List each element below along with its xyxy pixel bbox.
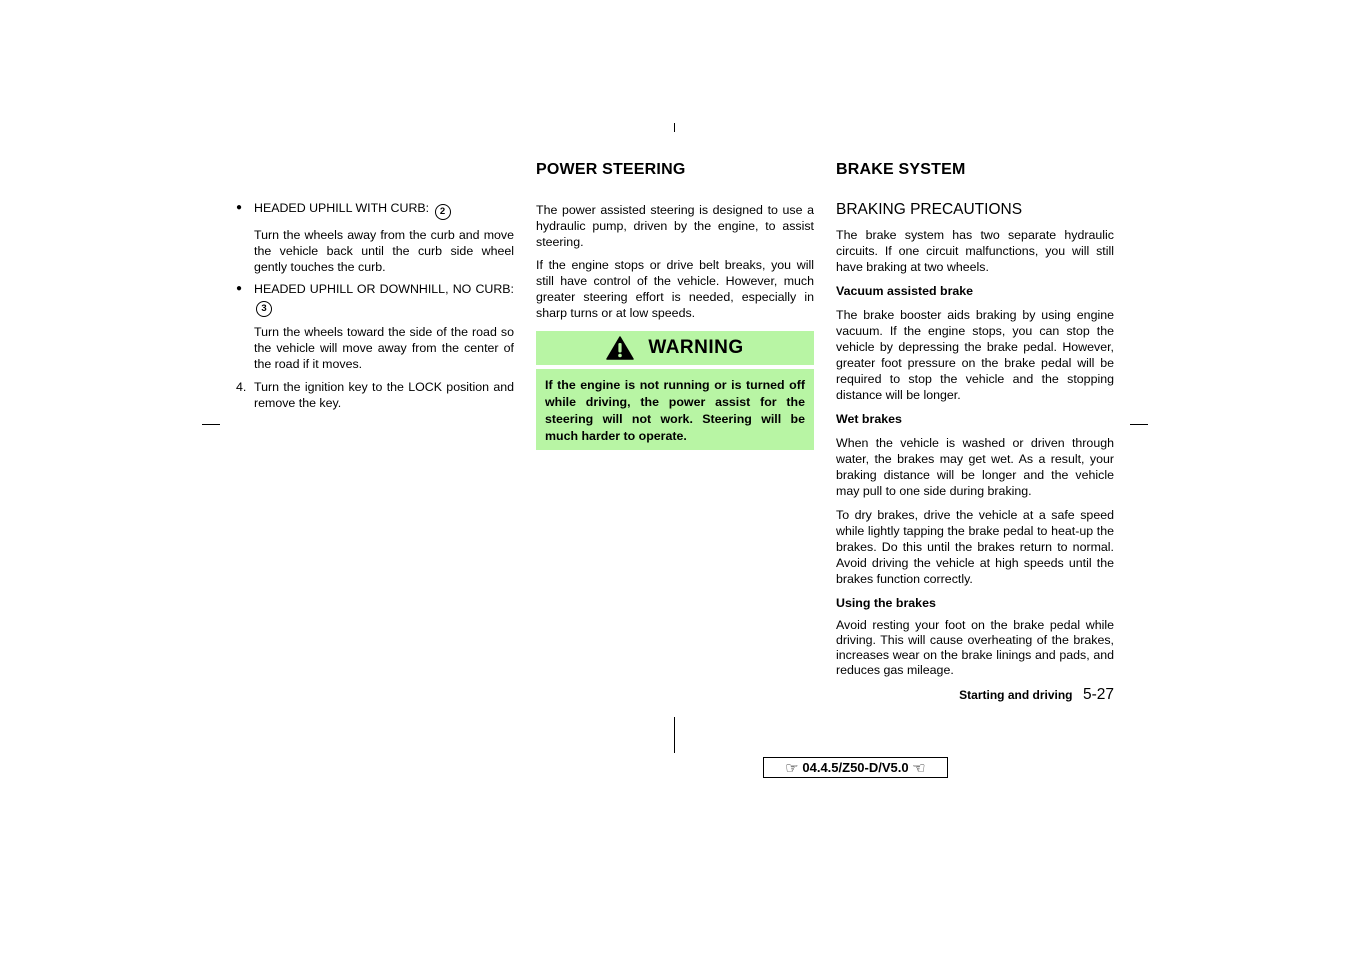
warning-header — [536, 331, 814, 365]
bullet-uphill-with-curb — [236, 200, 514, 220]
callout-number: 2 — [435, 204, 451, 220]
pointing-hand-left-icon: ☜ — [912, 760, 926, 777]
step-number: 4. — [236, 380, 247, 394]
bullet-no-curb — [236, 281, 514, 317]
page-number: 5-27 — [1082, 686, 1114, 703]
paragraph: To dry brakes, drive the vehicle at a safe speed while lightly tapping the brake pedal to heat-up the brakes. Do this until the brakes return to normal. Avoid driving the vehicle at high speeds until the brakes function correctly. — [836, 508, 1114, 586]
step-text: Turn the ignition key to the LOCK position and remove the key. — [254, 380, 514, 410]
pointing-hand-right-icon: ☞ — [785, 760, 799, 777]
paragraph: If the engine stops or drive belt breaks, you will still have control of the vehicle. However, much greater steering effort is needed, especially in sharp turns or at low speeds. — [536, 258, 814, 320]
document-code: 04.4.5/Z50-D/V5.0 — [802, 760, 909, 775]
paragraph: The power assisted steering is designed to use a hydraulic pump, driven by the engine, to assist steering. — [536, 203, 814, 249]
heading-using-the-brakes: Using the brakes — [836, 596, 936, 610]
footer-section-title: Starting and driving — [959, 688, 1073, 702]
bullet-body: Turn the wheels away from the curb and move the vehicle back until the curb side wheel gently touches the curb. — [254, 228, 514, 274]
callout-number: 3 — [256, 301, 272, 317]
crop-mark-bottom — [674, 717, 675, 753]
warning-text: If the engine is not running or is turned off while driving, the power assist for the steering will not work. Steering will be much harder to operate. — [536, 369, 814, 450]
bullet-dot-icon: ● — [236, 283, 243, 294]
column-middle — [536, 160, 814, 450]
bullet-dot-icon: ● — [236, 202, 243, 213]
subheading-braking-precautions: BRAKING PRECAUTIONS — [836, 201, 1023, 218]
section-heading-brake-system: BRAKE SYSTEM — [836, 161, 966, 178]
section-heading-power-steering: POWER STEERING — [536, 161, 686, 178]
warning-triangle-icon — [606, 336, 634, 360]
crop-mark-right — [1130, 424, 1148, 425]
paragraph: When the vehicle is washed or driven through water, the brakes may get wet. As a result, your braking distance will be longer and the vehicle may pull to one side during braking. — [836, 436, 1114, 498]
document-code-box — [763, 757, 948, 778]
bullet-label: HEADED UPHILL OR DOWNHILL, NO CURB: — [254, 282, 514, 296]
crop-mark-top — [674, 123, 675, 132]
crop-mark-left — [202, 424, 220, 425]
heading-vacuum-assisted-brake: Vacuum assisted brake — [836, 284, 974, 298]
paragraph: Avoid resting your foot on the brake pedal while driving. This will cause overheating of the brakes, increases wear on the brake linings and pads, and reduces gas mileage. — [836, 618, 1114, 677]
page-footer — [836, 686, 1114, 704]
bullet-body: Turn the wheels toward the side of the road so the vehicle will move away from the center of the road if it moves. — [254, 325, 514, 371]
paragraph: The brake booster aids braking by using engine vacuum. If the engine stops, you can stop the vehicle by depressing the brake pedal. However, greater foot pressure on the brake pedal will be required to stop the vehicle and the stopping distance will be longer. — [836, 308, 1114, 402]
step-4 — [236, 379, 514, 411]
bullet-label: HEADED UPHILL WITH CURB: — [254, 201, 430, 215]
paragraph: The brake system has two separate hydraulic circuits. If one circuit malfunctions, you will still have braking at two wheels. — [836, 228, 1114, 274]
heading-wet-brakes: Wet brakes — [836, 412, 902, 426]
warning-box — [536, 331, 814, 450]
warning-title: WARNING — [648, 337, 744, 358]
column-left — [236, 200, 514, 411]
column-right — [836, 160, 1114, 678]
